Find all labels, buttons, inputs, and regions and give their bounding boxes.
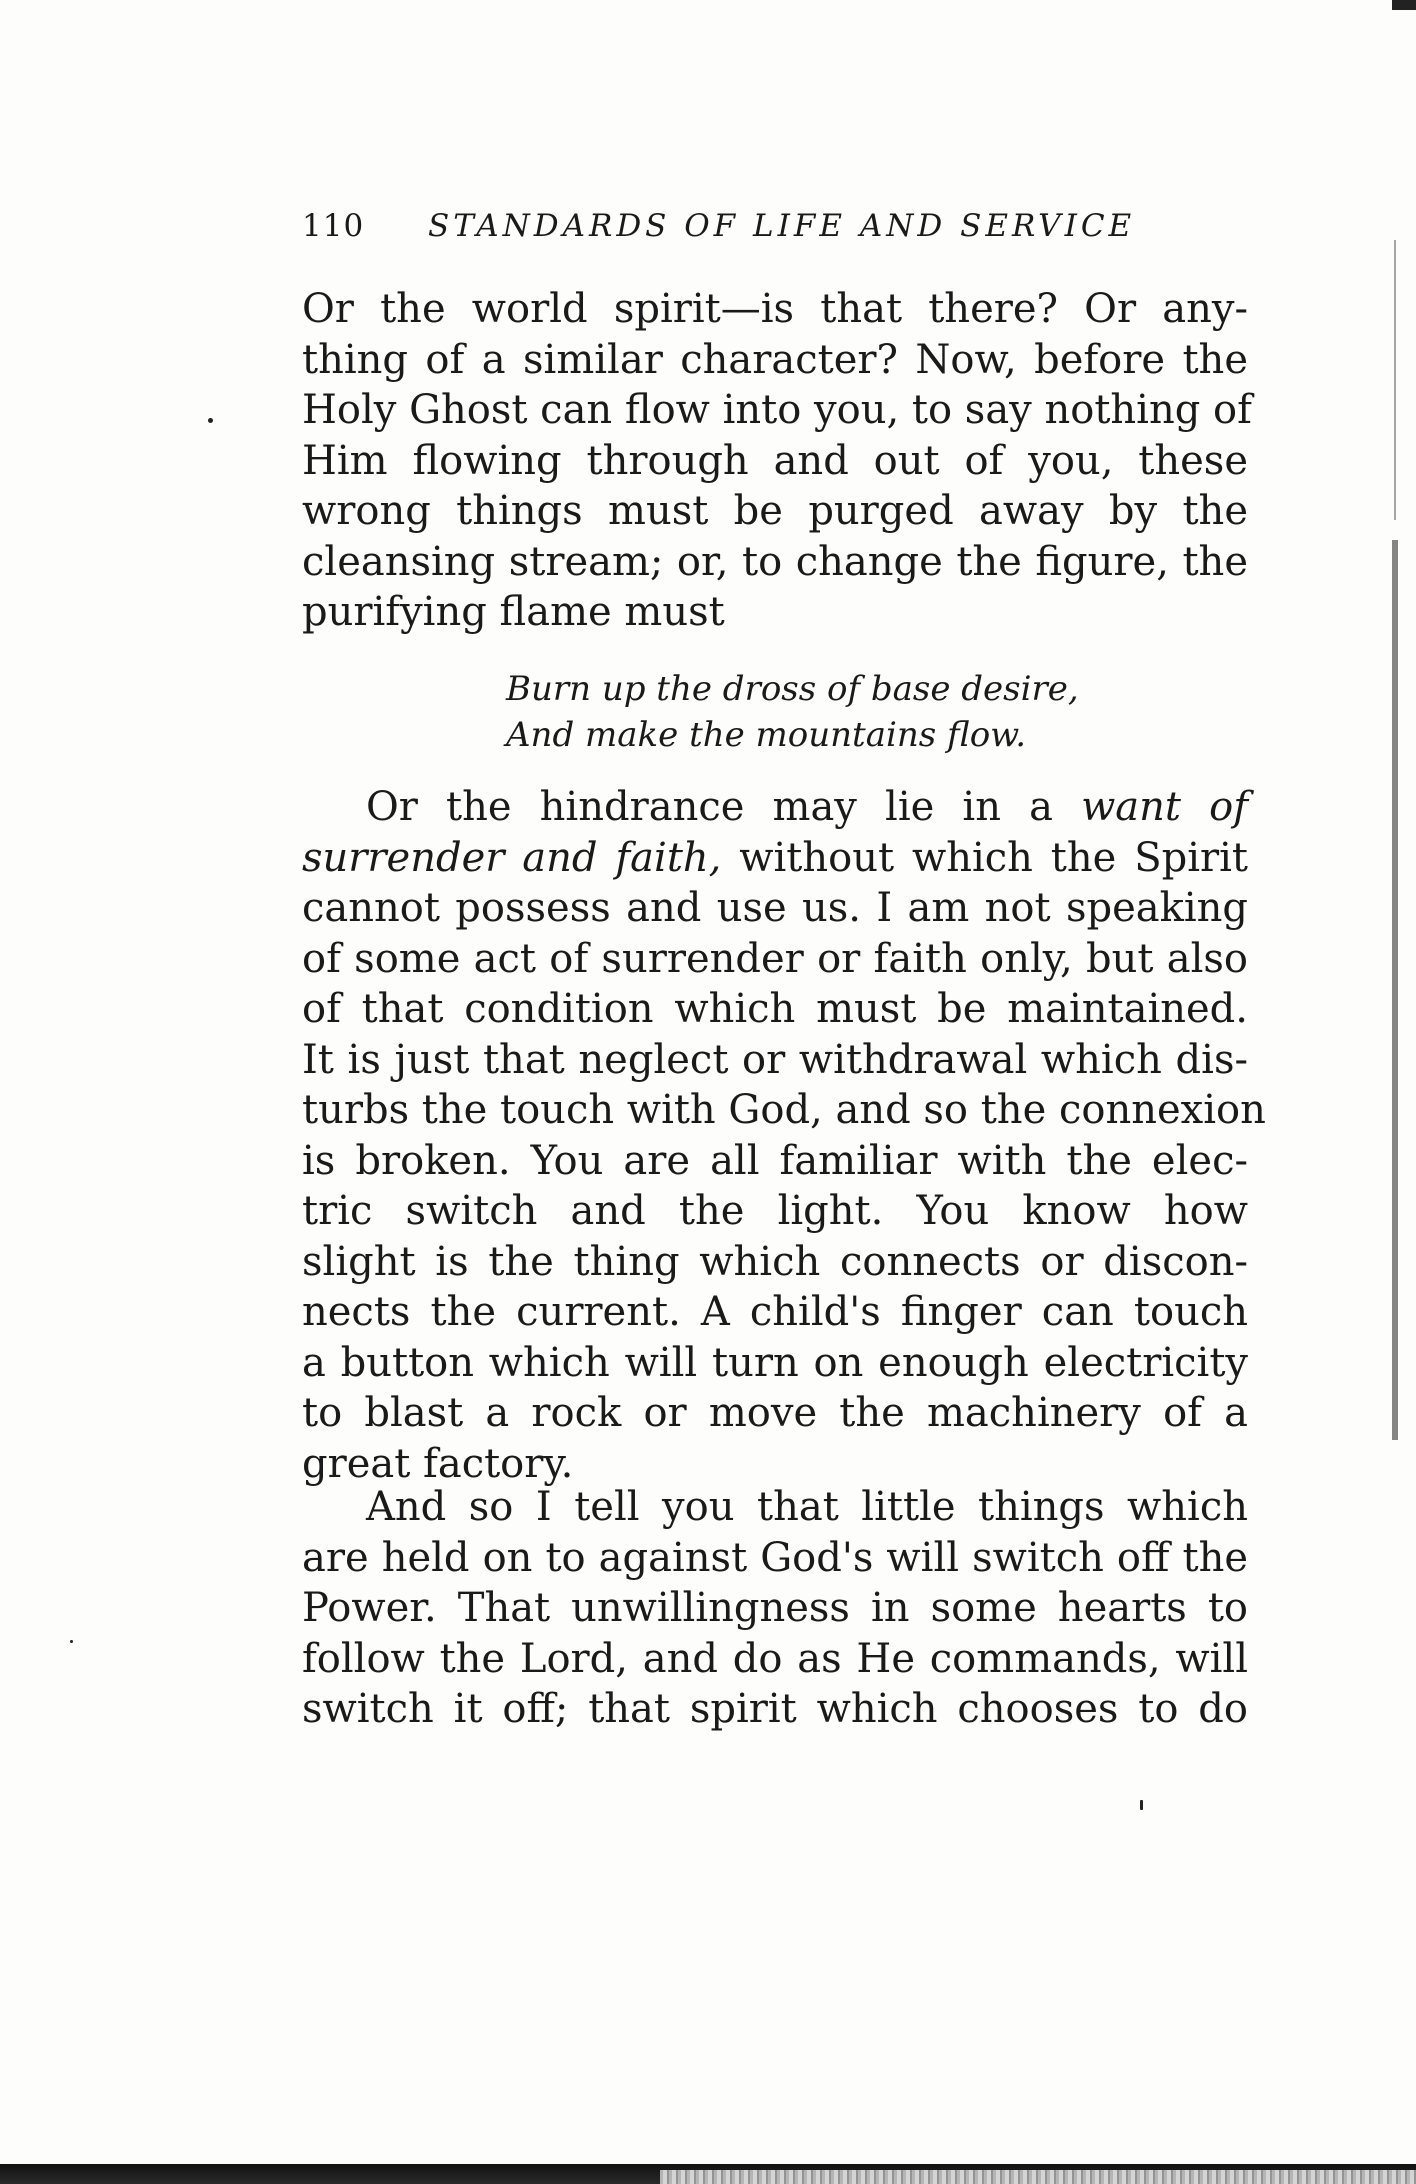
corner-mark [1392, 0, 1416, 10]
text-line: And so I tell you that little things which [366, 1484, 1248, 1530]
text-line: are held on to against God's will switch off the [302, 1534, 1248, 1581]
verse-line: And make the mountains flow. [506, 715, 1027, 755]
scan-bottom-noise [660, 2170, 1416, 2184]
emphasis: surrender and faith, [302, 834, 722, 881]
text-line: follow the Lord, and do as He commands, will [302, 1635, 1248, 1682]
text-line: Or the world spirit—is that there? Or any- [302, 286, 1248, 332]
text-line: cleansing stream; or, to change the figure, the [302, 538, 1248, 585]
text-line: of some act of surrender or faith only, but also [302, 935, 1248, 982]
text-line: Him flowing through and out of you, these [302, 437, 1248, 484]
text-line: nects the current. A child's finger can touch [302, 1289, 1248, 1335]
text-run: Or the hindrance may lie in a [366, 784, 1082, 830]
emphasis: want of [1081, 784, 1248, 830]
text-line: thing of a similar character? Now, before the [302, 336, 1248, 383]
text-line: to blast a rock or move the machinery of a [302, 1390, 1248, 1436]
text-line: Power. That unwillingness in some hearts to [302, 1585, 1248, 1631]
text-line: It is just that neglect or withdrawal which dis- [302, 1036, 1248, 1083]
text-line: Holy Ghost can flow into you, to say nothing of [302, 387, 1252, 433]
page-number: 110 [302, 208, 365, 244]
text-line: cannot possess and use us. I am not speaking [302, 885, 1248, 931]
page-header [302, 208, 1136, 248]
paragraph-2 [302, 782, 1266, 1489]
scan-speck [70, 1640, 73, 1643]
text-line: slight is the thing which connects or discon- [302, 1238, 1248, 1285]
paragraph-3 [302, 1482, 1248, 1735]
verse-quotation [506, 666, 1126, 758]
text-line: wrong things must be purged away by the [302, 488, 1248, 534]
binding-edge-shadow [1394, 240, 1396, 520]
text-line: is broken. You are all familiar with the elec- [302, 1137, 1248, 1184]
text-line [302, 833, 1248, 884]
text-line: a button which will turn on enough electricity [302, 1339, 1248, 1386]
text-run: without which the Spirit [721, 834, 1248, 881]
verse-line: Burn up the dross of base desire, [506, 669, 1079, 709]
scan-speck [1140, 1800, 1143, 1810]
scan-speck [208, 418, 213, 423]
binding-edge-shadow [1392, 540, 1398, 1440]
text-line: purifying flame must [302, 589, 725, 635]
text-line: tric switch and the light. You know how [302, 1188, 1248, 1234]
running-head: STANDARDS OF LIFE AND SERVICE [428, 208, 1136, 244]
text-line: great factory. [302, 1440, 574, 1487]
text-line [302, 782, 1248, 833]
text-line: turbs the touch with God, and so the connexion [302, 1087, 1266, 1133]
text-line: of that condition which must be maintained. [302, 986, 1248, 1032]
paragraph-1 [302, 284, 1252, 638]
text-line: switch it off; that spirit which chooses to do [302, 1686, 1248, 1732]
